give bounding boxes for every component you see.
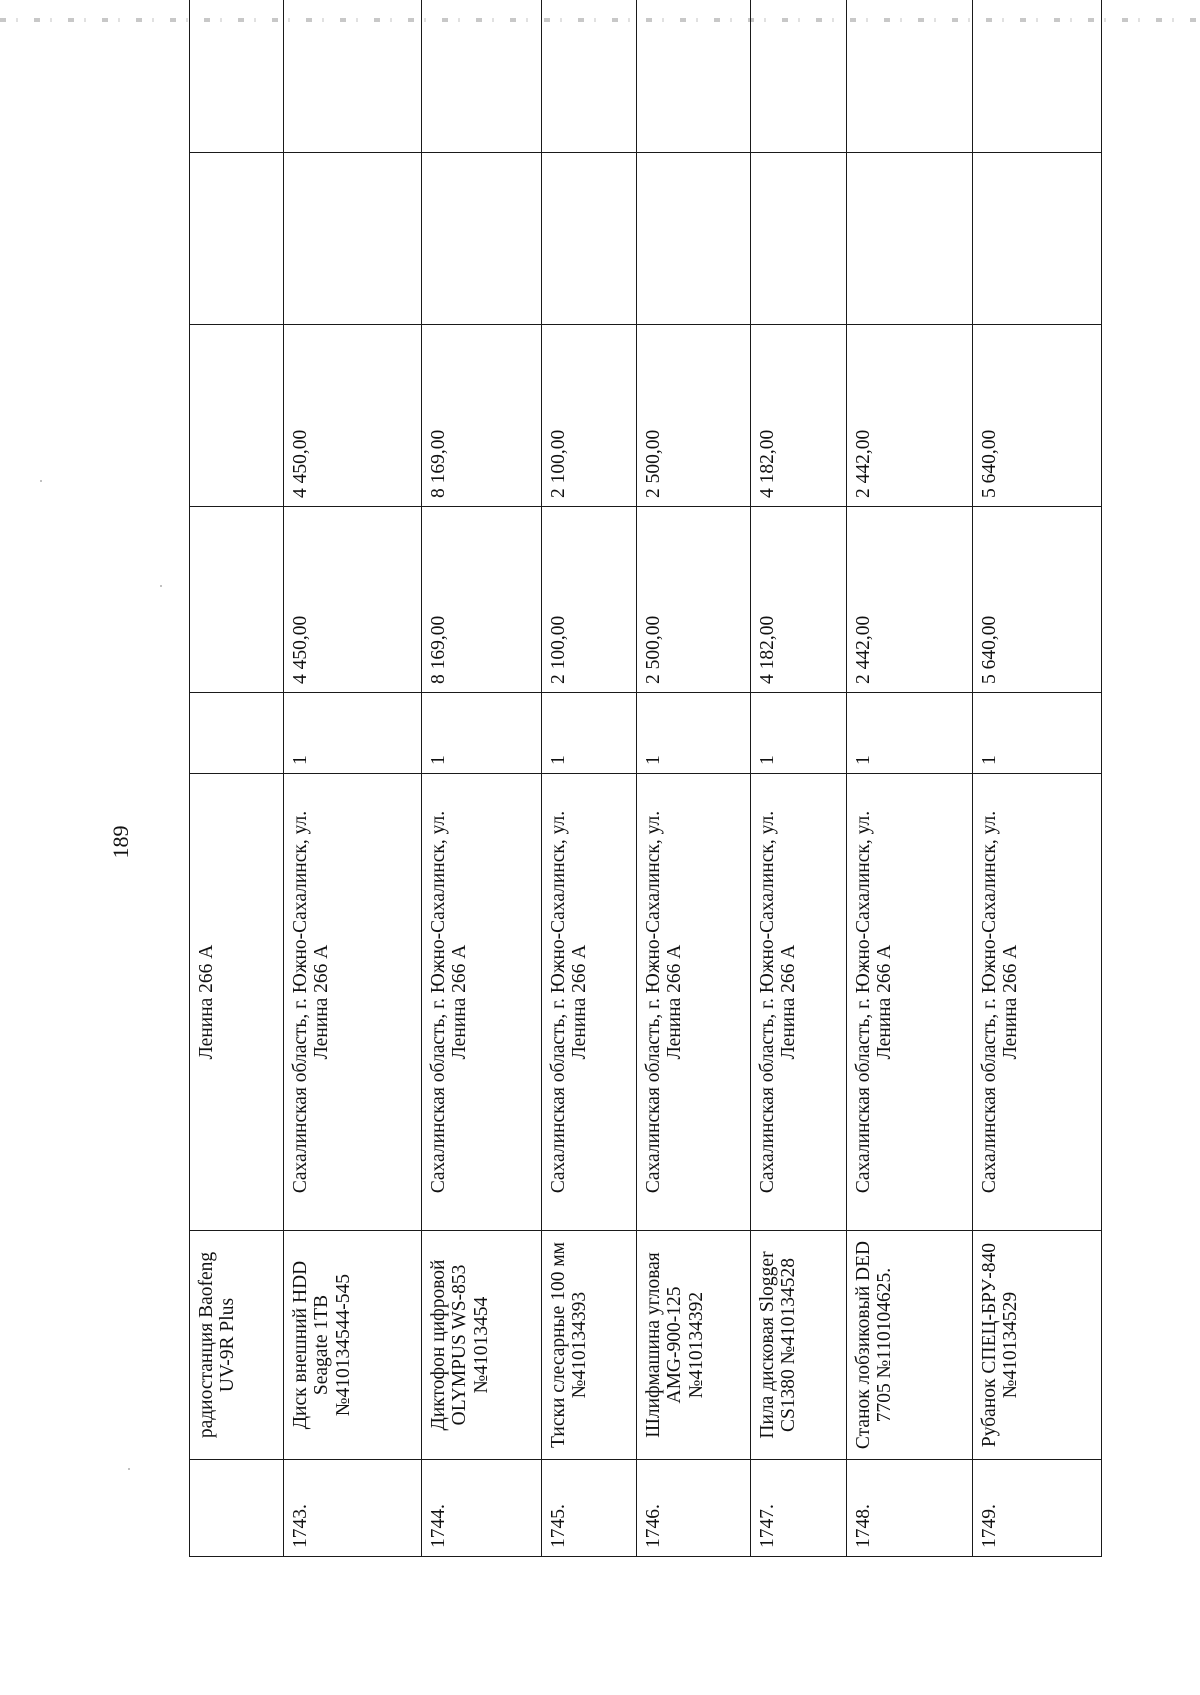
table-row <box>284 0 422 1557</box>
item-col8 <box>190 0 284 153</box>
item-col7 <box>422 153 542 325</box>
item-col8 <box>284 0 422 153</box>
item-price: 5 640,00 <box>973 507 1102 693</box>
item-address: Сахалинская область, г. Южно-Сахалинск, ул. Ленина 266 А <box>422 774 542 1231</box>
table-row <box>190 0 284 1557</box>
item-price: 2 100,00 <box>542 507 637 693</box>
item-address: Сахалинская область, г. Южно-Сахалинск, ул. Ленина 266 А <box>637 774 751 1231</box>
row-number: 1746. <box>637 1460 751 1557</box>
item-value <box>190 325 284 507</box>
item-col8 <box>751 0 847 153</box>
item-col7 <box>751 153 847 325</box>
item-name: Пила дисковая Slogger CS1380 №410134528 <box>751 1231 847 1460</box>
item-value: 2 442,00 <box>847 325 973 507</box>
item-value: 4 450,00 <box>284 325 422 507</box>
item-value: 5 640,00 <box>973 325 1102 507</box>
row-number: 1745. <box>542 1460 637 1557</box>
row-number: 1744. <box>422 1460 542 1557</box>
item-col7 <box>284 153 422 325</box>
item-col8 <box>973 0 1102 153</box>
row-number: 1749. <box>973 1460 1102 1557</box>
item-col7 <box>973 153 1102 325</box>
item-value: 4 182,00 <box>751 325 847 507</box>
item-value: 2 500,00 <box>637 325 751 507</box>
item-name: Рубанок СПЕЦ-БРУ-840 №410134529 <box>973 1231 1102 1460</box>
item-price <box>190 507 284 693</box>
item-quantity: 1 <box>847 693 973 774</box>
item-price: 2 500,00 <box>637 507 751 693</box>
item-address: Сахалинская область, г. Южно-Сахалинск, ул. Ленина 266 А <box>542 774 637 1231</box>
item-quantity: 1 <box>637 693 751 774</box>
table-row <box>542 0 637 1557</box>
item-quantity: 1 <box>422 693 542 774</box>
item-name: радиостанция Baofeng UV-9R Plus <box>190 1231 284 1460</box>
item-address: Ленина 266 А <box>190 774 284 1231</box>
item-name: Диктофон цифровой OLYMPUS WS-853 №41013454 <box>422 1231 542 1460</box>
item-price: 4 182,00 <box>751 507 847 693</box>
page-number: 189 <box>108 825 133 859</box>
table-row <box>637 0 751 1557</box>
item-price: 8 169,00 <box>422 507 542 693</box>
table-row <box>847 0 973 1557</box>
item-quantity: 1 <box>542 693 637 774</box>
item-col7 <box>847 153 973 325</box>
item-name: Диск внешний HDD Seagate 1TB №410134544-545 <box>284 1231 422 1460</box>
scan-speck <box>128 1468 130 1470</box>
row-number: 1747. <box>751 1460 847 1557</box>
item-col8 <box>847 0 973 153</box>
item-address: Сахалинская область, г. Южно-Сахалинск, ул. Ленина 266 А <box>751 774 847 1231</box>
table-row <box>422 0 542 1557</box>
item-col8 <box>637 0 751 153</box>
item-value: 8 169,00 <box>422 325 542 507</box>
inventory-table <box>189 0 1102 1557</box>
item-name: Шлифмашина угловая AMG-900-125 №410134392 <box>637 1231 751 1460</box>
row-number <box>190 1460 284 1557</box>
item-address: Сахалинская область, г. Южно-Сахалинск, ул. Ленина 266 А <box>284 774 422 1231</box>
item-quantity: 1 <box>284 693 422 774</box>
item-col7 <box>637 153 751 325</box>
item-col7 <box>190 153 284 325</box>
item-col8 <box>422 0 542 153</box>
scan-speck <box>160 585 162 587</box>
scan-speck <box>40 480 42 482</box>
item-address: Сахалинская область, г. Южно-Сахалинск, ул. Ленина 266 А <box>973 774 1102 1231</box>
item-col8 <box>542 0 637 153</box>
item-price: 4 450,00 <box>284 507 422 693</box>
item-price: 2 442,00 <box>847 507 973 693</box>
item-quantity: 1 <box>751 693 847 774</box>
item-address: Сахалинская область, г. Южно-Сахалинск, ул. Ленина 266 А <box>847 774 973 1231</box>
item-name: Станок лобзиковый DED 7705 №110104625. <box>847 1231 973 1460</box>
item-quantity: 1 <box>973 693 1102 774</box>
row-number: 1748. <box>847 1460 973 1557</box>
item-name: Тиски слесарные 100 мм №410134393 <box>542 1231 637 1460</box>
table-row <box>973 0 1102 1557</box>
row-number: 1743. <box>284 1460 422 1557</box>
item-value: 2 100,00 <box>542 325 637 507</box>
table-rotated-wrapper <box>189 139 1101 1557</box>
item-quantity <box>190 693 284 774</box>
table-row <box>751 0 847 1557</box>
item-col7 <box>542 153 637 325</box>
